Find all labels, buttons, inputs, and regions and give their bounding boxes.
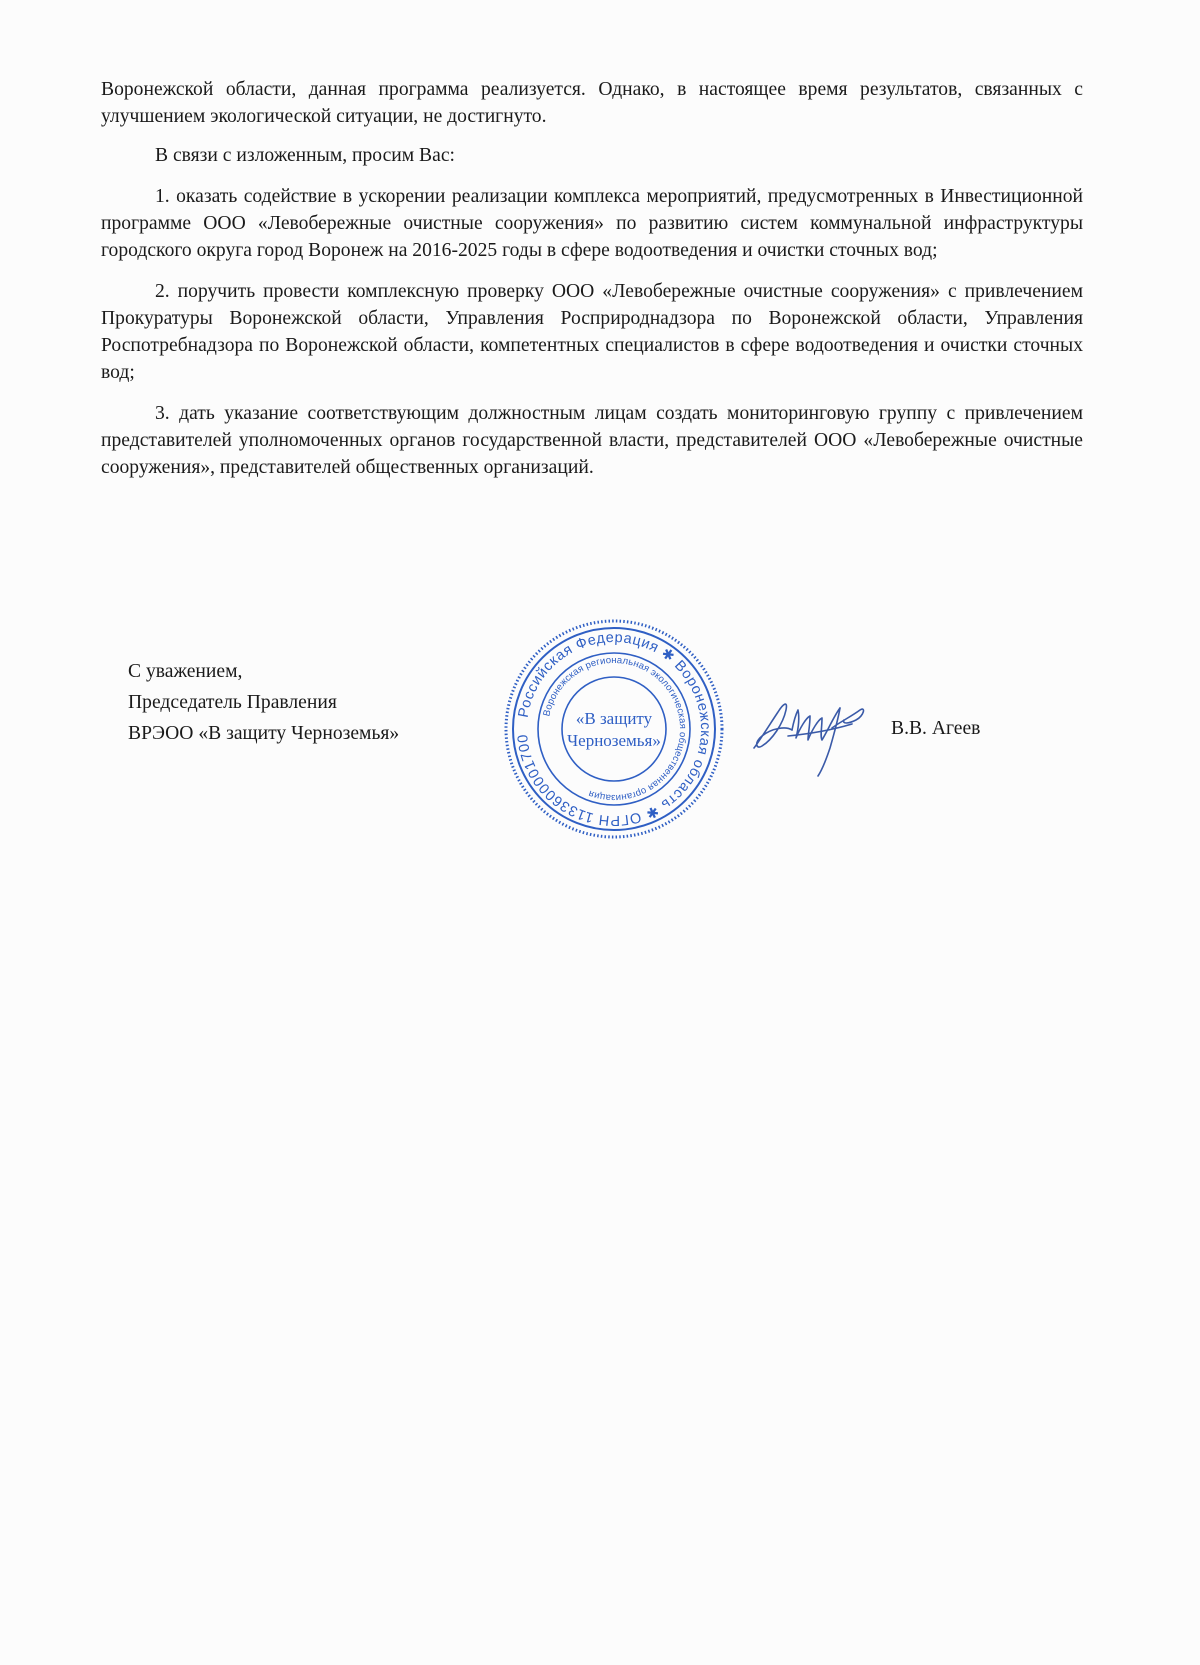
request-item-3: 3. дать указание соответствующим должностным лицам создать мониторинговую группу с привлечением представителей уполномоченных органов государственной власти, представителей ООО «Левобережные очистные сооружения», представителей общественных организаций.	[101, 403, 1083, 478]
request-item-2: 2. поручить провести комплексную проверку ООО «Левобережные очистные сооружения» с привлечением Прокуратуры Воронежской области, Управления Росприроднадзора по Воронежской области, Управления Роспотребнадзора по Воронежской области, компетентных специалистов в сфере водоотведения и очистки сточных вод;	[101, 281, 1083, 383]
seal-middle-ring	[538, 653, 690, 805]
letter-body	[101, 76, 1083, 481]
request-item-1: 1. оказать содействие в ускорении реализации комплекса мероприятий, предусмотренных в Инвестиционной программе ООО «Левобережные очистные сооружения» по развитию систем коммунальной инфраструктуры городского округа город Воронеж на 2016-2025 годы в сфере водоотведения и очистки сточных вод;	[101, 186, 1083, 261]
seal-inner-text: Воронежская региональная экологическая общественная организация	[541, 654, 689, 804]
handwritten-signature	[748, 690, 884, 780]
seal-center-line-2: Черноземья»	[567, 731, 661, 750]
seal-outer-text: Российская Федерация ✱ Воронежская область ✱ ОГРН 1133600001700	[515, 629, 714, 829]
request-intro: В связи с изложенным, просим Вас:	[155, 145, 455, 166]
paragraph-continuation: Воронежской области, данная программа реализуется. Однако, в настоящее время результатов, связанных с улучшением экологической ситуации, не достигнуто.	[101, 79, 1083, 127]
closing-text: С уважением,	[128, 661, 243, 682]
seal-inner-ring	[562, 677, 666, 781]
signer-organization: ВРЭОО «В защиту Черноземья»	[128, 723, 400, 744]
signer-name: В.В. Агеев	[891, 718, 981, 739]
signer-position: Председатель Правления	[128, 692, 337, 713]
seal-center-line-1: «В защиту	[575, 709, 653, 728]
official-seal	[499, 614, 729, 844]
signature-block	[128, 656, 399, 749]
